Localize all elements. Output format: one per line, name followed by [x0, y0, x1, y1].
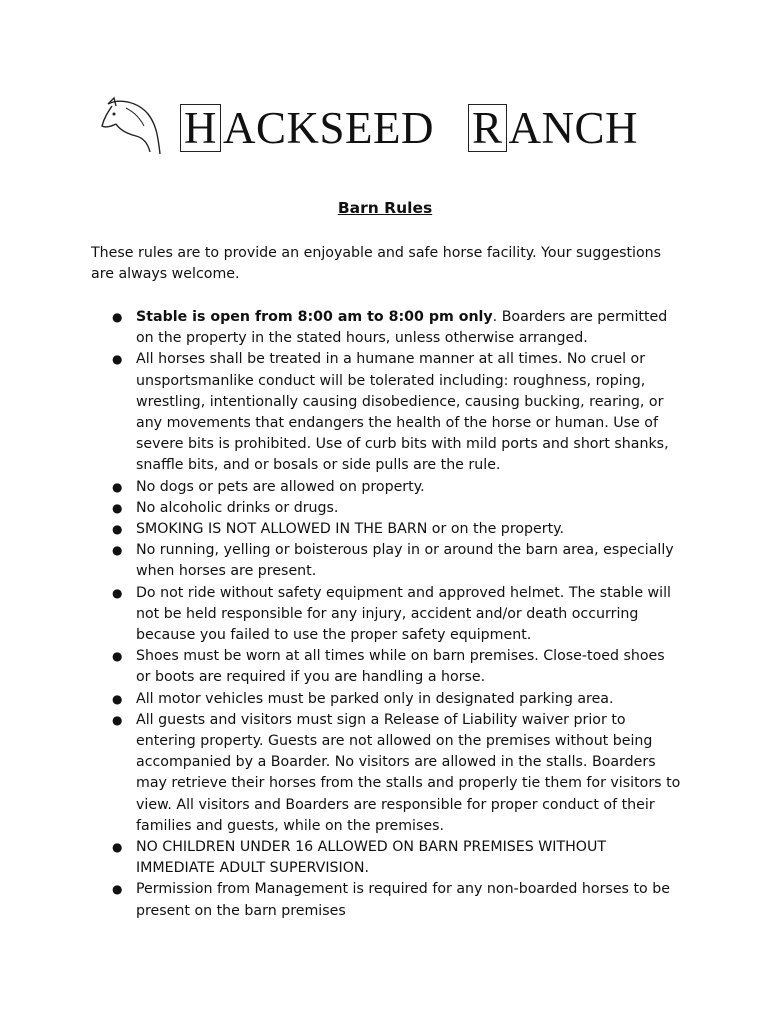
rule-text: Permission from Management is required for any non-boarded horses to be present on the barn premises — [136, 881, 670, 919]
rule-item — [91, 307, 681, 349]
bullet-icon: ● — [112, 585, 123, 600]
rule-item — [91, 583, 681, 647]
rule-text: Shoes must be worn at all times while on barn premises. Close-toed shoes or boots are required if you are handling a horse. — [136, 648, 665, 686]
bullet-icon: ● — [112, 649, 123, 664]
rule-item — [91, 519, 681, 540]
rule-item — [91, 879, 681, 921]
bullet-icon: ● — [112, 500, 123, 515]
rule-bold-text: Stable is open from 8:00 am to 8:00 pm only — [136, 309, 493, 325]
bullet-icon: ● — [112, 691, 123, 706]
logo-initial-h: H — [180, 104, 221, 152]
rule-item — [91, 710, 681, 837]
rule-text: All motor vehicles must be parked only in designated parking area. — [136, 690, 614, 707]
horse-head-icon — [98, 96, 162, 160]
rule-text: All guests and visitors must sign a Release of Liability waiver prior to entering property. Guests are not allowed on the premises without being accompanied by a Boarder. No visitors are allowed in the stalls. Boarders may retrieve their horses from the stalls and properly tie them for visitors to view. All visitors and Boarders are responsible for proper conduct of their families and guests, while on the premises. — [136, 711, 681, 834]
logo-word-ranch — [468, 100, 638, 156]
rule-item — [91, 540, 681, 582]
rule-text: SMOKING IS NOT ALLOWED IN THE BARN or on the property. — [136, 521, 565, 538]
rule-item — [91, 498, 681, 519]
intro-paragraph: These rules are to provide an enjoyable and safe horse facility. Your suggestions are always welcome. — [91, 245, 662, 282]
rules-list — [91, 307, 681, 922]
page-title: Barn Rules — [337, 199, 433, 217]
rule-text: All horses shall be treated in a humane manner at all times. No cruel or unsportsmanlike conduct will be tolerated including: roughness, roping, wrestling, intentionally causing disobedience, causing bucking, rearing, or any movements that endangers the health of the horse or human. Use of severe bits is prohibited. Use of curb bits with mild ports and short shanks, snaffle bits, and or bosals or side pulls are the rule. — [136, 351, 669, 474]
logo-rest-ranch: ANCH — [508, 103, 639, 153]
rule-text: . Boarders are permitted on the property in the stated hours, unless otherwise arranged. — [136, 309, 668, 347]
logo-rest-hackseed: ACKSEED — [223, 103, 435, 153]
rule-item — [91, 646, 681, 688]
rule-text: No alcoholic drinks or drugs. — [136, 499, 339, 516]
rule-item — [91, 349, 681, 476]
logo-initial-r: R — [468, 104, 507, 152]
bullet-icon: ● — [112, 522, 123, 537]
ranch-logo — [98, 96, 678, 160]
bullet-icon: ● — [112, 543, 123, 558]
bullet-icon: ● — [112, 840, 123, 855]
bullet-icon: ● — [112, 352, 123, 367]
logo-word-hackseed — [180, 100, 434, 156]
rule-item — [91, 837, 681, 879]
bullet-icon: ● — [112, 479, 123, 494]
rule-item — [91, 689, 681, 710]
rule-text: No dogs or pets are allowed on property. — [136, 478, 425, 495]
bullet-icon: ● — [112, 882, 123, 897]
rule-text: No running, yelling or boisterous play in or around the barn area, especially when horses are present. — [136, 542, 674, 580]
rule-text: Do not ride without safety equipment and approved helmet. The stable will not be held responsible for any injury, accident and/or death occurring because you failed to use the proper safety equipment. — [136, 584, 671, 644]
bullet-icon: ● — [112, 712, 123, 727]
rule-text: NO CHILDREN UNDER 16 ALLOWED ON BARN PREMISES WITHOUT IMMEDIATE ADULT SUPERVISION. — [136, 839, 607, 877]
bullet-icon: ● — [112, 310, 123, 324]
rule-item — [91, 477, 681, 498]
